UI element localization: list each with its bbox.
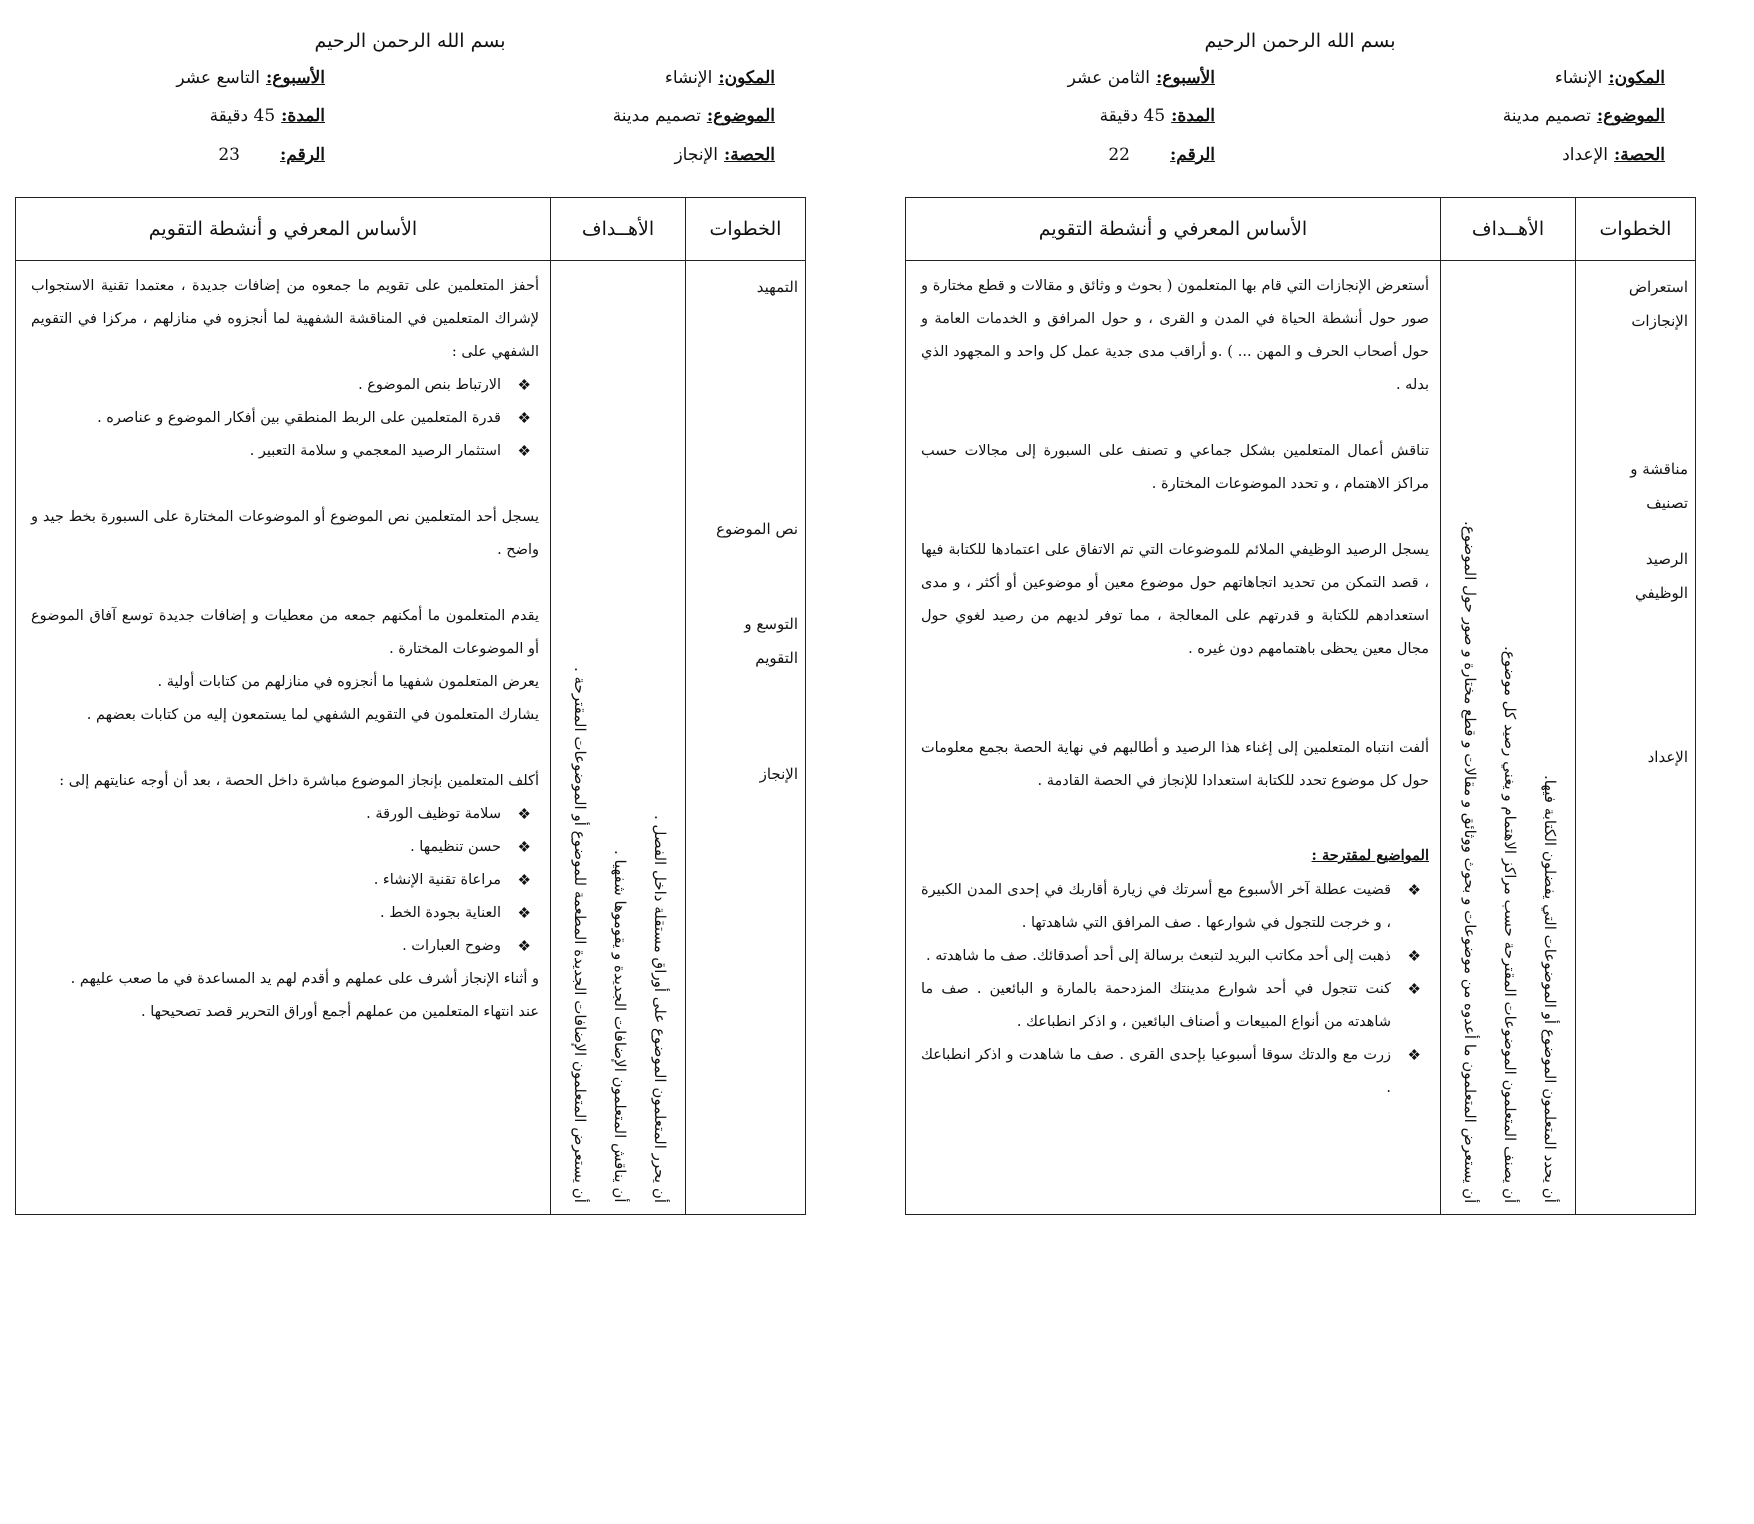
goals-column [1441,261,1576,1215]
paragraph: أحفز المتعلمين على تقويم ما جمعوه من إضافات جديدة ، معتمدا تقنية الاستجواب لإشراك المتعلمين في المناقشة الشفهية لما أنجزوه في منازلهم ، مركزا في التقويم الشفهي على : [31,278,539,360]
meta-topic: الموضوع:تصميم مدينة [1502,106,1665,126]
goal-text: أن يحرر المتعلمون الموضوع على أوراق مستقلة داخل الفصل . [651,814,669,1203]
lesson-sheet-22 [905,0,1695,1240]
bullet-list [31,798,539,963]
step-label: الرصيد الوظيفي [1634,550,1688,602]
list-item: ❖ كنت تتجول في أحد شوارع مدينتك المزدحمة بالمارة و البائعين . صف ما شاهدته من أنواع المبيعات و أصناف البائعين ، و اذكر انطباعك . [921,973,1421,1039]
paragraph: و أثناء الإنجاز أشرف على عملهم و أقدم لهم يد المساعدة في ما صعب عليهم . [70,971,539,987]
paragraph: يسجل الرصيد الوظيفي الملائم للموضوعات التي تم الاتفاق على اعتمادها للكتابة فيها ، قصد التمكن من تحديد اتجاهاتهم حول موضوع معين أو موضوعين أو أكثر ، و مدى استعدادهم للكتابة و قدرتهم على المعالجة ، مما توفر لديهم من رصيد لغوي حول مجال معين يحظى باهتمامهم دون غيره . [921,542,1429,657]
meta-number: الرقم:22 [1108,145,1215,165]
header-goals: الأهــداف [1441,198,1576,261]
paragraph: يقدم المتعلمون ما أمكنهم جمعه من معطيات و إضافات جديدة توسع آفاق الموضوع أو الموضوعات المختارة . [31,608,539,657]
step-label: التمهيد [756,278,798,296]
paragraph: يسجل أحد المتعلمين نص الموضوع أو الموضوعات المختارة على السبورة بخط جيد و واضح . [31,509,539,558]
body-column [906,261,1441,1215]
paragraph: عند انتهاء المتعلمين من عملهم أجمع أوراق التحرير قصد تصحيحها . [140,1004,539,1020]
step-label: مناقشة و تصنيف [1630,460,1688,512]
goals-column [551,261,686,1215]
paragraph: يشارك المتعلمون في التقويم الشفهي لما يستمعون إليه من كتابات بعضهم . [86,707,539,723]
step-label: التوسع و التقويم [744,615,798,667]
body-column [16,261,551,1215]
list-item: ❖ سلامة توظيف الورقة . [31,798,531,831]
goal-text: أن يستعرض المتعلمون ما أعدوه من موضوعات و بحوث ووثائق و مقالات و قطع مختارة و صور حول الموضوع. [1461,520,1479,1203]
paragraph: أستعرض الإنجازات التي قام بها المتعلمون ( بحوث و وثائق و مقالات و قطع مختارة و صور حول أنشطة الحياة في المدن و القرى ، و حول المرافق و الخدمات العامة و حول أصحاب الحرف و المهن ... ) .و أراقب مدى جدية عمل كل واحد و المجهود الذي بدله . [921,278,1429,393]
header-body: الأساس المعرفي و أنشطة التقويم [906,198,1441,261]
suggestions-list [921,874,1429,1105]
header-goals: الأهــداف [551,198,686,261]
step-label: استعراض الإنجازات [1628,278,1688,330]
lesson-sheet-23 [15,0,805,1240]
basmala: بسم الله الرحمن الرحيم [314,30,506,52]
list-item: ❖ وضوح العبارات . [31,930,531,963]
list-item: ❖ استثمار الرصيد المعجمي و سلامة التعبير . [31,435,531,468]
list-item: ❖ مراعاة تقنية الإنشاء . [31,864,531,897]
list-item: ❖ قضيت عطلة آخر الأسبوع مع أسرتك في زيارة أقاربك في إحدى المدن الكبيرة ، و خرجت للتجول في شوارعها . صف المرافق التي شاهدتها . [921,874,1421,940]
list-item: ❖ حسن تنظيمها . [31,831,531,864]
meta-duration: المدة:45 دقيقة [1099,106,1215,126]
meta-duration: المدة:45 دقيقة [209,106,325,126]
goal-text: أن يحدد المتعلمون الموضوع أو الموضوعات التي يفضلون الكتابة فيها. [1541,775,1559,1203]
steps-column [1576,261,1696,1215]
list-item: ❖ زرت مع والدتك سوقا أسبوعيا بإحدى القرى . صف ما شاهدت و اذكر انطباعك . [921,1039,1421,1105]
paragraph: تناقش أعمال المتعلمين بشكل جماعي و تصنف على السبورة إلى مجالات حسب مراكز الاهتمام ، و تحدد الموضوعات المختارة . [921,443,1429,492]
paragraph: أكلف المتعلمين بإنجاز الموضوع مباشرة داخل الحصة ، بعد أن أوجه عنايتهم إلى : [59,773,539,789]
meta-week: الأسبوع:التاسع عشر [176,68,325,88]
meta-component: المكون:الإنشاء [1554,68,1665,88]
step-label: الإنجاز [759,765,798,783]
step-label: الإعداد [1647,748,1688,766]
goal-text: أن يستعرض المتعلمون الإضافات الجديدة المطعمة للموضوع أو الموضوعات المقترحة . [571,667,589,1203]
list-item: ❖ الارتباط بنص الموضوع . [31,369,531,402]
header-body: الأساس المعرفي و أنشطة التقويم [16,198,551,261]
goal-text: أن يناقش المتعلمون الإضافات الجديدة و يقوموها شفهيا . [611,850,629,1203]
suggestions-title: المواضيع لمقترحة : [1311,847,1429,864]
lesson-table [905,197,1696,1215]
header-steps: الخطوات [686,198,806,261]
basmala: بسم الله الرحمن الرحيم [1204,30,1396,52]
meta-number: الرقم:23 [218,145,325,165]
meta-component: المكون:الإنشاء [664,68,775,88]
bullet-list [31,369,539,468]
meta-topic: الموضوع:تصميم مدينة [612,106,775,126]
list-item: ❖ قدرة المتعلمين على الربط المنطقي بين أفكار الموضوع و عناصره . [31,402,531,435]
list-item: ❖ العناية بجودة الخط . [31,897,531,930]
paragraph: ألفت انتباه المتعلمين إلى إغناء هذا الرصيد و أطالبهم في نهاية الحصة بجمع معلومات حول كل موضوع تحدد للكتابة استعدادا للإنجاز في الحصة القادمة . [921,740,1429,789]
step-label: نص الموضوع [716,520,798,538]
lesson-table [15,197,806,1215]
meta-session: الحصة:الإعداد [1562,145,1665,165]
steps-column [686,261,806,1215]
paragraph: يعرض المتعلمون شفهيا ما أنجزوه في منازلهم من كتابات أولية . [157,674,539,690]
goal-text: أن يصنف المتعلمون الموضوعات المقترحة حسب مراكز الاهتمام و يغني رصيد كل موضوع. [1501,645,1519,1203]
meta-session: الحصة:الإنجاز [674,145,775,165]
meta-week: الأسبوع:الثامن عشر [1067,68,1215,88]
list-item: ❖ ذهبت إلى أحد مكاتب البريد لتبعث برسالة إلى أحد أصدقائك. صف ما شاهدته . [921,940,1421,973]
header-steps: الخطوات [1576,198,1696,261]
